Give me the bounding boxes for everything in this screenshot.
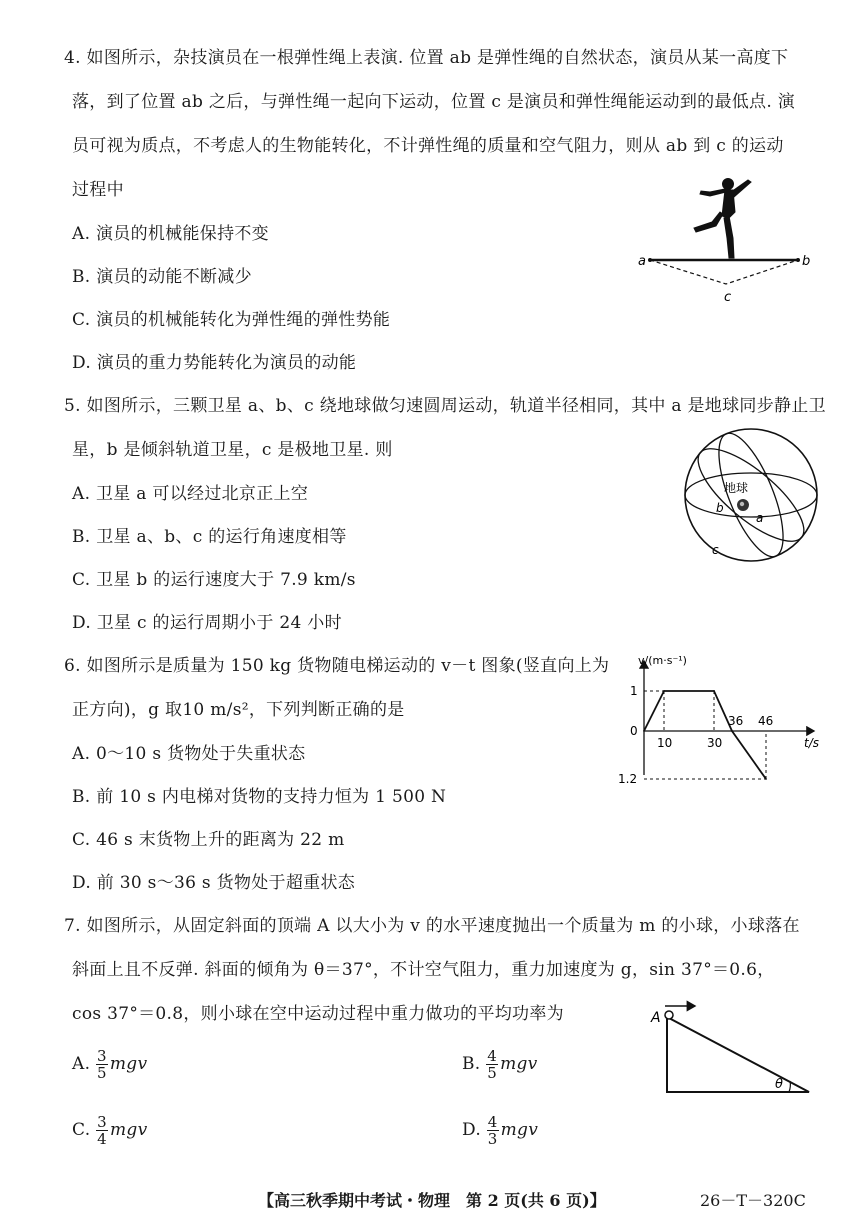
label-b: b: [802, 254, 811, 269]
q6-vt-graph: [612, 648, 822, 793]
fraction: $\frac{3}{4}$: [97, 1113, 107, 1148]
q4-stem-line-3: 员可视为质点，不考虑人的生物能转化，不计弹性绳的质量和空气阻力，则从 ab 到 c 的运动: [72, 136, 784, 156]
option-tail: mgv: [109, 1120, 148, 1140]
vt-point: [731, 730, 733, 732]
q7-option-c: [72, 1114, 147, 1154]
vt-point: [713, 690, 715, 692]
option-tail: mgv: [500, 1120, 539, 1140]
q4-stem-line-2: 落，到了位置 ab 之后，与弹性绳一起向下运动，位置 c 是演员和弹性绳能运动到的最低点. 演: [72, 92, 796, 112]
q6-option-c: C. 46 s 末货物上升的距离为 22 m: [72, 830, 345, 850]
incline-triangle: [667, 1017, 809, 1092]
q4-option-a: A. 演员的机械能保持不变: [72, 224, 269, 244]
label-c: c: [724, 290, 732, 305]
label-a: a: [638, 254, 646, 269]
q6-option-b: B. 前 10 s 内电梯对货物的支持力恒为 1 500 N: [72, 787, 447, 807]
label-b: b: [716, 501, 724, 515]
q6-stem-line-2: 正方向)，g 取10 m/s²，下列判断正确的是: [72, 700, 405, 720]
label-A: A: [651, 1010, 661, 1026]
fraction: $\frac{3}{5}$: [97, 1047, 107, 1082]
q7-stem-line-1: 7. 如图所示，从固定斜面的顶端 A 以大小为 v 的水平速度抛出一个质量为 m 的小球，小球落在: [64, 916, 800, 936]
option-tail: mgv: [500, 1054, 538, 1074]
footer-code: 26－T－320C: [700, 1191, 806, 1210]
q5-stem-line-1: 5. 如图所示，三颗卫星 a、b、c 绕地球做匀速圆周运动，轨道半径相同，其中 a 是地球同步静止卫: [64, 396, 826, 416]
q6-option-d: D. 前 30 s～36 s 货物处于超重状态: [72, 873, 356, 893]
vt-point: [765, 778, 767, 780]
x-tick-36: 36: [728, 714, 744, 728]
option-tail: mgv: [109, 1054, 148, 1074]
x-tick-30: 30: [707, 736, 723, 750]
x-tick-46: 46: [758, 714, 774, 728]
y-tick-0: 0: [630, 724, 638, 738]
q4-option-b: B. 演员的动能不断减少: [72, 267, 252, 287]
footer-title: 【高三秋季期中考试・物理 第 2 页(共 6 页)】: [258, 1191, 606, 1210]
q7-incline-figure: [645, 1000, 820, 1100]
x-tick-10: 10: [657, 736, 673, 750]
y-tick-1: 1: [630, 684, 638, 698]
y-tick-neg: 1.2: [618, 772, 638, 786]
label-earth: 地球: [724, 481, 749, 495]
vt-point: [643, 730, 645, 732]
y-axis-label: v/(m·s⁻¹): [638, 654, 687, 667]
q4-stem-line-1: 4. 如图所示，杂技演员在一根弹性绳上表演. 位置 ab 是弹性绳的自然状态，演员从某一高度下: [64, 48, 789, 68]
q7-stem-line-2: 斜面上且不反弹. 斜面的倾角为 θ＝37°，不计空气阻力，重力加速度为 g，sin 37°＝0.6，: [72, 960, 775, 980]
acrobat-silhouette: [694, 179, 751, 259]
q7-option-d: [462, 1114, 538, 1154]
q4-option-c: C. 演员的机械能转化为弹性绳的弹性势能: [72, 310, 391, 330]
fraction: $\frac{4}{3}$: [487, 1113, 498, 1148]
q6-stem-line-1: 6. 如图所示是质量为 150 kg 货物随电梯运动的 v－t 图象(竖直向上为: [64, 656, 610, 676]
vt-point: [663, 690, 665, 692]
polar-orbit-c: [706, 426, 796, 565]
q7-option-b: [462, 1048, 538, 1088]
label-theta: θ: [775, 1077, 783, 1092]
q5-option-d: D. 卫星 c 的运行周期小于 24 小时: [72, 613, 342, 633]
q7-stem-line-3: cos 37°＝0.8，则小球在空中运动过程中重力做功的平均功率为: [72, 1004, 564, 1024]
q5-option-b: B. 卫星 a、b、c 的运行角速度相等: [72, 527, 347, 547]
q5-option-a: A. 卫星 a 可以经过北京正上空: [72, 484, 309, 504]
q5-option-c: C. 卫星 b 的运行速度大于 7.9 km/s: [72, 570, 356, 590]
q6-option-a: A. 0～10 s 货物处于失重状态: [72, 744, 306, 764]
x-axis-label: t/s: [804, 736, 819, 750]
label-c: c: [712, 543, 719, 557]
q5-satellite-orbits-figure: [676, 420, 826, 570]
option-letter: C.: [72, 1120, 91, 1140]
q7-option-a: [72, 1048, 147, 1088]
option-letter: B.: [462, 1054, 481, 1074]
option-letter: A.: [72, 1054, 91, 1074]
vt-series-line: [644, 691, 766, 779]
q5-stem-line-2: 星，b 是倾斜轨道卫星，c 是极地卫星. 则: [72, 440, 393, 460]
q4-acrobat-figure: [630, 170, 820, 310]
label-a: a: [756, 511, 764, 525]
lowest-position-dashed: [650, 260, 798, 284]
q4-stem-line-4: 过程中: [72, 180, 124, 200]
option-letter: D.: [462, 1120, 482, 1140]
ball: [665, 1011, 673, 1019]
inclined-orbit-b: [685, 434, 817, 556]
q4-option-d: D. 演员的重力势能转化为演员的动能: [72, 353, 357, 373]
fraction: $\frac{4}{5}$: [487, 1047, 498, 1082]
